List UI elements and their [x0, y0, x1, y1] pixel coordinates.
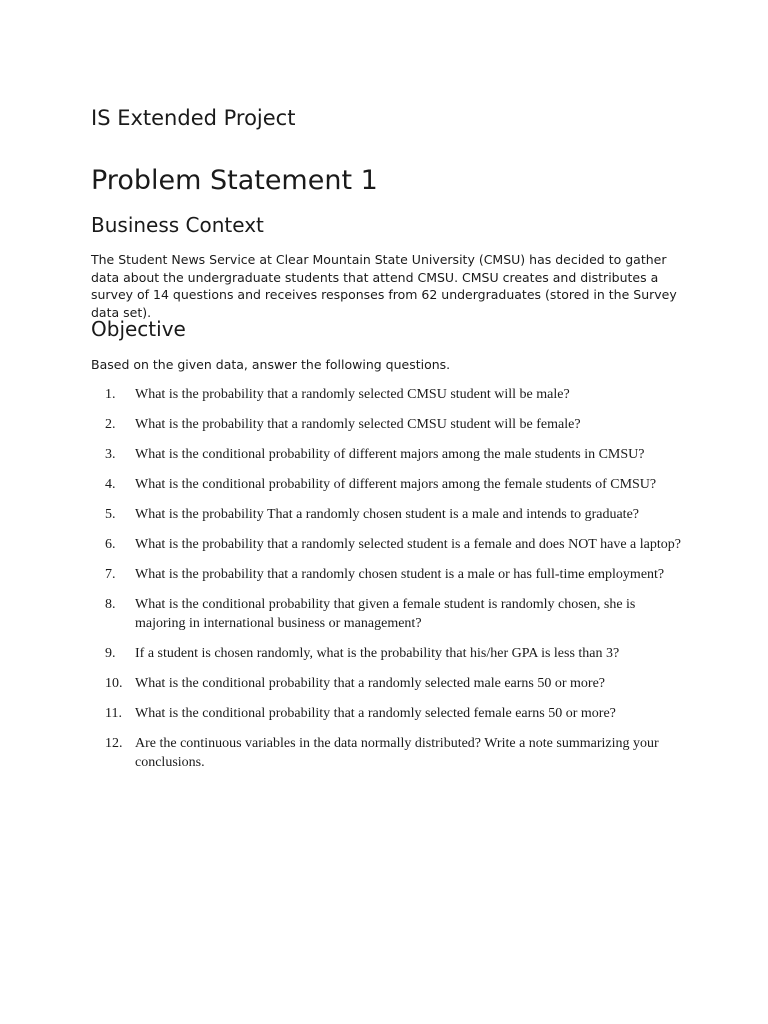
- question-text: What is the probability that a randomly selected CMSU student will be female?: [135, 417, 581, 432]
- question-number: 6.: [105, 537, 116, 552]
- question-text: If a student is chosen randomly, what is the probability that his/her GPA is less than 3?: [135, 646, 620, 661]
- question-item: [91, 445, 683, 464]
- question-item: [91, 734, 683, 772]
- question-text: What is the conditional probability that given a female student is randomly chosen, she is majoring in international business or management?: [135, 597, 636, 631]
- business-context-heading: Business Context: [91, 213, 264, 237]
- question-text: What is the probability that a randomly chosen student is a male or has full-time employment?: [135, 567, 665, 582]
- question-text: What is the probability That a randomly chosen student is a male and intends to graduate?: [135, 507, 639, 522]
- question-text: Are the continuous variables in the data normally distributed? Write a note summarizing your conclusions.: [135, 736, 659, 770]
- objective-heading: Objective: [91, 317, 186, 341]
- question-item: [91, 674, 683, 693]
- document-title: IS Extended Project: [91, 106, 296, 130]
- question-number: 7.: [105, 567, 116, 582]
- question-number: 3.: [105, 447, 116, 462]
- question-number: 1.: [105, 387, 116, 402]
- question-item: [91, 565, 683, 584]
- question-number: 2.: [105, 417, 116, 432]
- question-number: 11.: [105, 706, 122, 721]
- question-text: What is the conditional probability of different majors among the male students in CMSU?: [135, 447, 645, 462]
- question-text: What is the conditional probability that a randomly selected male earns 50 or more?: [135, 676, 606, 691]
- question-number: 12.: [105, 736, 123, 751]
- question-item: [91, 415, 683, 434]
- question-number: 8.: [105, 597, 116, 612]
- question-item: [91, 644, 683, 663]
- question-text: What is the probability that a randomly selected student is a female and does NOT have a laptop?: [135, 537, 681, 552]
- question-list: [91, 385, 683, 783]
- business-context-paragraph: The Student News Service at Clear Mountain State University (CMSU) has decided to gather data about the undergraduate students that attend CMSU. CMSU creates and distributes a survey of 14 questions and receives responses from 62 undergraduates (stored in the Survey data set).: [91, 252, 677, 320]
- question-text: What is the probability that a randomly selected CMSU student will be male?: [135, 387, 570, 402]
- question-item: [91, 505, 683, 524]
- question-number: 9.: [105, 646, 116, 661]
- objective-intro: Based on the given data, answer the following questions.: [91, 357, 451, 372]
- question-item: [91, 535, 683, 554]
- question-number: 4.: [105, 477, 116, 492]
- question-number: 5.: [105, 507, 116, 522]
- question-item: [91, 595, 683, 633]
- question-number: 10.: [105, 676, 123, 691]
- question-item: [91, 475, 683, 494]
- question-item: [91, 704, 683, 723]
- problem-statement-title: Problem Statement 1: [91, 165, 378, 196]
- question-text: What is the conditional probability of different majors among the female students of CMSU?: [135, 477, 657, 492]
- question-text: What is the conditional probability that a randomly selected female earns 50 or more?: [135, 706, 616, 721]
- question-item: [91, 385, 683, 404]
